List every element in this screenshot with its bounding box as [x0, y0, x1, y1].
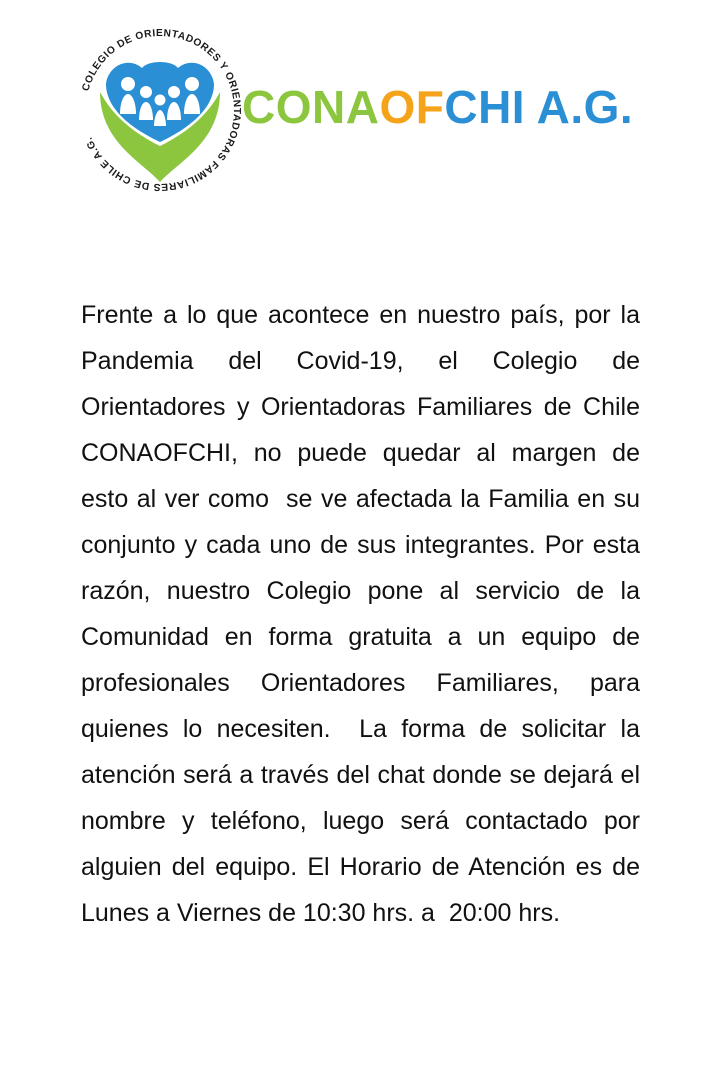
seal-text: COLEGIO DE ORIENTADORES Y ORIENTADORAS FAMILIARES DE CHILE A.G.	[80, 27, 243, 193]
announcement-body: Frente a lo que acontece en nuestro país, por la Pandemia del Covid-19, el Colegio de Orientadores y Orientadoras Familiares de Chile CONAOFCHI, no puede quedar al margen de esto al ver como se ve afectada la Familia en su conjunto y cada uno de sus integrantes. Por esta razón, nuestro Colegio pone al servicio de la Comunidad en forma gratuita a un equipo de profesionales Orientadores Familiares, para quienes lo necesiten. La forma de solicitar la atención será a través del chat donde se dejará el nombre y teléfono, luego será contactado por alguien del equipo. El Horario de Atención es de Lunes a Viernes de 10:30 hrs. a 20:00 hrs.	[81, 301, 647, 927]
header	[72, 22, 672, 198]
organization-logo-seal	[72, 22, 248, 198]
brand-name-part: CHI A.G.	[444, 81, 634, 133]
brand-name	[242, 80, 633, 134]
brand-name-part: OF	[379, 81, 445, 133]
brand-name-part: CONA	[242, 81, 380, 133]
